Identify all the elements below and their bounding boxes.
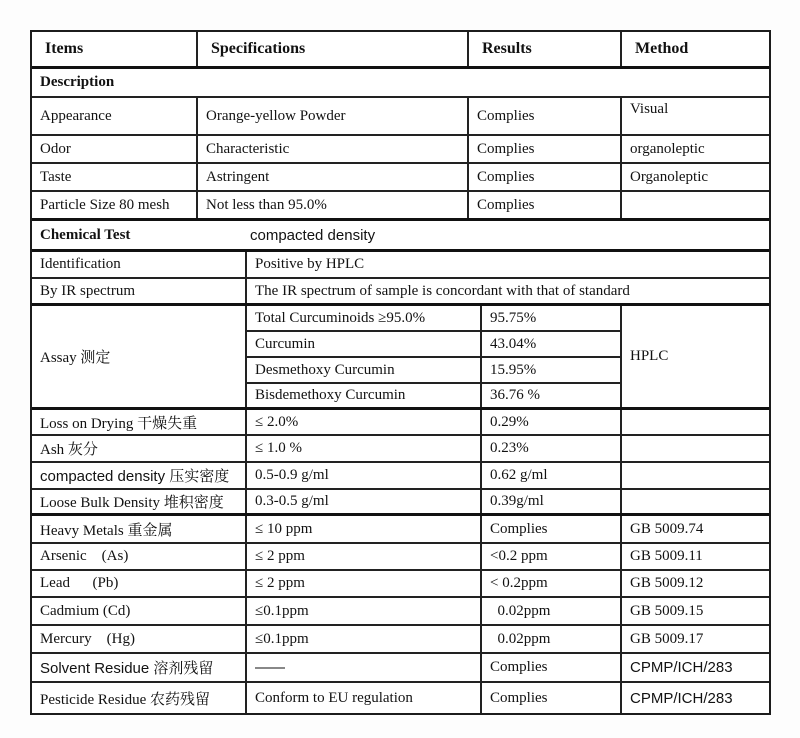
assay-desmethoxy-spec: Desmethoxy Curcumin (247, 358, 482, 382)
appearance-result: Complies (469, 98, 622, 134)
mercury-item: Mercury (Hg) (32, 626, 247, 652)
row-assay-block (32, 306, 769, 410)
loose-bulk-density-method (622, 490, 769, 513)
particle-size-method (622, 192, 769, 218)
row-loss-on-drying (32, 410, 769, 436)
taste-spec: Astringent (198, 164, 469, 190)
cadmium-method: GB 5009.15 (630, 602, 704, 619)
ash-method (622, 436, 769, 461)
compacted-density-spec: 0.5-0.9 g/ml (247, 463, 482, 488)
solvent-residue-result: Complies (482, 654, 622, 681)
particle-size-spec: Not less than 95.0% (198, 192, 469, 218)
assay-bisdemethoxy-result: 36.76 % (490, 387, 540, 403)
pesticide-residue-spec: Conform to EU regulation (247, 683, 482, 713)
assay-row-desmethoxy (247, 358, 620, 384)
pesticide-residue-method: CPMP/ICH/283 (630, 689, 733, 707)
row-taste (32, 164, 769, 192)
row-ir-spectrum (32, 279, 769, 306)
mercury-spec: ≤0.1ppm (247, 626, 482, 652)
row-appearance (32, 98, 769, 136)
assay-row-total-curcuminoids (247, 306, 620, 332)
arsenic-item: Arsenic (As) (32, 544, 247, 569)
taste-item: Taste (32, 164, 198, 190)
section-description-row (32, 69, 769, 98)
header-items: Items (32, 32, 198, 66)
lead-result: < 0.2ppm (482, 571, 622, 596)
heavy-metals-result: Complies (482, 516, 622, 542)
cadmium-item: Cadmium (Cd) (32, 598, 247, 624)
arsenic-method: GB 5009.11 (630, 548, 703, 564)
row-compacted-density (32, 463, 769, 490)
solvent-residue-method: CPMP/ICH/283 (630, 659, 733, 676)
pesticide-residue-result: Complies (482, 683, 622, 713)
arsenic-result: <0.2 ppm (482, 544, 622, 569)
lead-item: Lead (Pb) (32, 571, 247, 596)
compacted-density-item: compacted density 压实密度 (32, 463, 247, 488)
odor-result: Complies (469, 136, 622, 162)
section-chemical-test-title: Chemical Test (40, 226, 131, 243)
assay-row-bisdemethoxy (247, 384, 620, 407)
loss-on-drying-result: 0.29% (482, 410, 622, 434)
row-ash (32, 436, 769, 463)
compacted-density-result: 0.62 g/ml (482, 463, 622, 488)
heavy-metals-item: Heavy Metals 重金属 (32, 516, 247, 542)
ash-spec: ≤ 1.0 % (247, 436, 482, 461)
section-chemical-test-row (32, 221, 769, 252)
row-arsenic (32, 544, 769, 571)
ash-result: 0.23% (482, 436, 622, 461)
assay-item: Assay 测定 (32, 306, 247, 407)
assay-subtable (247, 306, 622, 407)
row-mercury (32, 626, 769, 654)
assay-total-result: 95.75% (490, 309, 537, 326)
particle-size-result: Complies (469, 192, 622, 218)
header-specifications: Specifications (198, 32, 469, 66)
taste-result: Complies (469, 164, 622, 190)
row-loose-bulk-density (32, 490, 769, 516)
loss-on-drying-spec: ≤ 2.0% (247, 410, 482, 434)
appearance-method: Visual (630, 101, 669, 117)
chemical-test-note: compacted density (250, 226, 376, 244)
ir-spectrum-item: By IR spectrum (32, 279, 247, 303)
row-identification (32, 252, 769, 279)
row-cadmium (32, 598, 769, 626)
taste-method: Organoleptic (630, 168, 709, 185)
cadmium-result: 0.02ppm (482, 598, 622, 624)
heavy-metals-method: GB 5009.74 (630, 520, 704, 537)
loss-on-drying-method (622, 410, 769, 434)
assay-curcumin-spec: Curcumin (247, 332, 482, 356)
row-heavy-metals (32, 516, 769, 544)
table-header-row (32, 32, 769, 69)
ir-spectrum-value: The IR spectrum of sample is concordant with that of standard (255, 282, 630, 299)
loose-bulk-density-spec: 0.3-0.5 g/ml (247, 490, 482, 513)
mercury-method: GB 5009.17 (630, 630, 704, 647)
arsenic-spec: ≤ 2 ppm (247, 544, 482, 569)
solvent-residue-item: Solvent Residue 溶剂残留 (32, 654, 247, 681)
row-odor (32, 136, 769, 164)
row-pesticide-residue (32, 683, 769, 713)
section-description-title: Description (40, 74, 115, 90)
solvent-residue-spec: —— (247, 654, 482, 681)
odor-item: Odor (32, 136, 198, 162)
compacted-density-method (622, 463, 769, 488)
row-lead (32, 571, 769, 598)
loose-bulk-density-item: Loose Bulk Density 堆积密度 (32, 490, 247, 513)
lead-method: GB 5009.12 (630, 575, 704, 591)
appearance-item: Appearance (32, 98, 198, 134)
cadmium-spec: ≤0.1ppm (247, 598, 482, 624)
assay-bisdemethoxy-spec: Bisdemethoxy Curcumin (247, 384, 482, 407)
loose-bulk-density-result: 0.39g/ml (482, 490, 622, 513)
row-particle-size (32, 192, 769, 221)
assay-total-spec: Total Curcuminoids ≥95.0% (247, 306, 482, 330)
assay-row-curcumin (247, 332, 620, 358)
row-solvent-residue (32, 654, 769, 683)
header-method: Method (635, 40, 689, 57)
assay-method: HPLC (630, 348, 669, 364)
identification-item: Identification (32, 252, 247, 277)
identification-value: Positive by HPLC (255, 256, 365, 272)
heavy-metals-spec: ≤ 10 ppm (247, 516, 482, 542)
appearance-spec: Orange-yellow Powder (198, 98, 469, 134)
lead-spec: ≤ 2 ppm (247, 571, 482, 596)
pesticide-residue-item: Pesticide Residue 农药残留 (32, 683, 247, 713)
coa-specification-table (30, 30, 771, 715)
header-results: Results (469, 32, 622, 66)
assay-curcumin-result: 43.04% (490, 335, 537, 352)
mercury-result: 0.02ppm (482, 626, 622, 652)
particle-size-item: Particle Size 80 mesh (32, 192, 198, 218)
loss-on-drying-item: Loss on Drying 干燥失重 (32, 410, 247, 434)
ash-item: Ash 灰分 (32, 436, 247, 461)
odor-method: organoleptic (630, 140, 705, 157)
odor-spec: Characteristic (198, 136, 469, 162)
assay-desmethoxy-result: 15.95% (490, 361, 537, 378)
